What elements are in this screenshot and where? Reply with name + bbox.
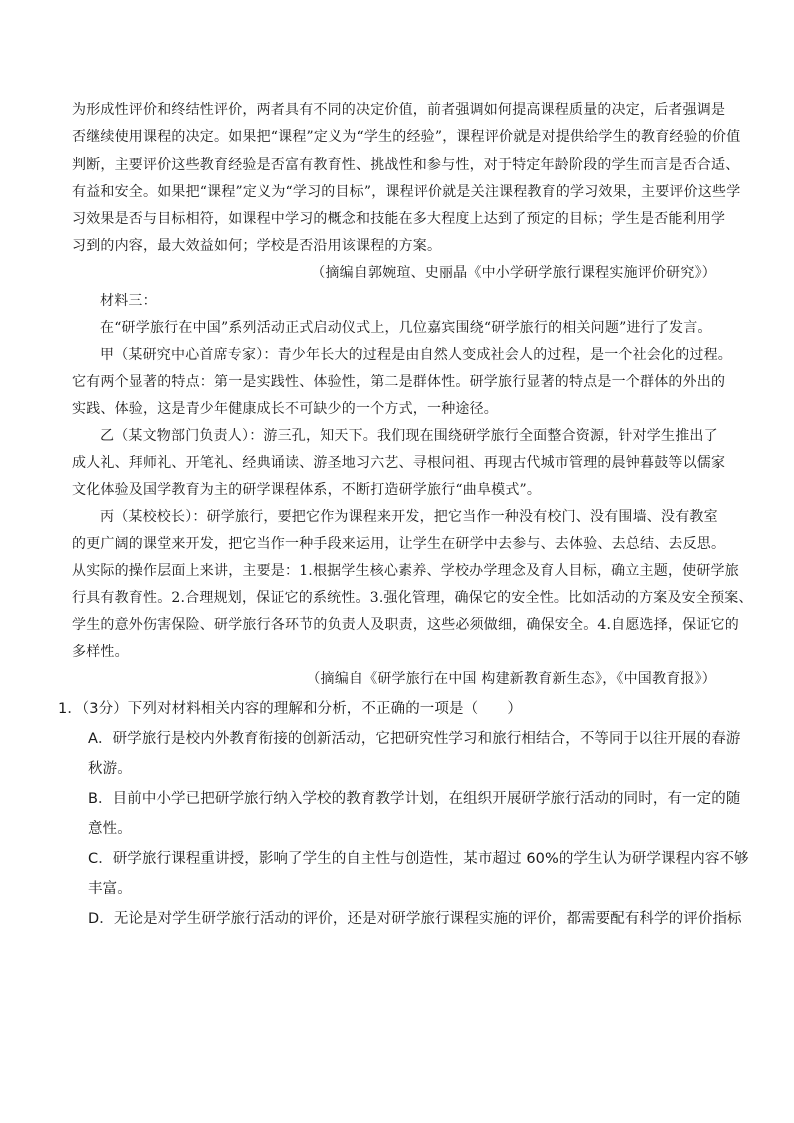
option-b-line1: B．目前中小学已把研学旅行纳入学校的教育教学计划，在组织开展研学旅行活动的同时，有一定的随 [88, 791, 741, 807]
option-a-line2: 秋游。 [88, 761, 132, 777]
paragraph-line: 判断，主要评价这些教育经验是否富有教育性、挑战性和参与性，对于特定年龄阶段的学生而言是否合适、 [72, 157, 740, 173]
paragraph-line: 习到的内容，最大效益如何；学校是否沿用该课程的方案。 [72, 238, 442, 254]
paragraph-line: 文化体验及国学教育为主的研学课程体系，不断打造研学旅行“曲阜模式”。 [72, 482, 542, 498]
paragraph-line: 的更广阔的课堂来开发，把它当作一种手段来运用，让学生在研学中去参与、去体验、去总结、去反思。 [72, 536, 726, 552]
paragraph-line: 学生的意外伤害保险、研学旅行各环节的负责人及职责，这些必须做细，确保安全。4.自愿选择，保证它的 [72, 617, 739, 633]
source-citation: （摘编自郭婉瑄、史丽晶《中小学研学旅行课程实施评价研究》） [311, 265, 716, 281]
paragraph-line: 多样性。 [72, 644, 129, 660]
source-citation: （摘编自《研学旅行在中国 构建新教育新生态》，《中国教育报》） [306, 671, 716, 687]
question-stem: 1．（3分）下列对材料相关内容的理解和分析，不正确的一项是（ ） [58, 701, 522, 717]
option-b-line2: 意性。 [88, 821, 132, 837]
paragraph-line: 从实际的操作层面上来讲，主要是：1.根据学生核心素养、学校办学理念及育人目标，确立主题，使研学旅 [72, 563, 739, 579]
paragraph-line: 它有两个显著的特点：第一是实践性、体验性，第二是群体性。研学旅行显著的特点是一个群体的外出的 [72, 374, 726, 390]
paragraph-line: 甲（某研究中心首席专家）：青少年长大的过程是由自然人变成社会人的过程，是一个社会化的过程。 [100, 347, 732, 363]
paragraph-line: 否继续使用课程的决定。如果把“课程”定义为“学生的经验”，课程评价就是对提供给学生的教育经验的价值 [72, 129, 741, 145]
material-heading: 材料三： [100, 293, 157, 309]
option-d-line1: D．无论是对学生研学旅行活动的评价，还是对研学旅行课程实施的评价，都需要配有科学的评价指标 [88, 911, 742, 927]
paragraph-line: 丙（某校校长）：研学旅行，要把它作为课程来开发，把它当作一种没有校门、没有围墙、没有教室 [100, 509, 718, 525]
paragraph-line: 为形成性评价和终结性评价，两者具有不同的决定价值，前者强调如何提高课程质量的决定，后者强调是 [72, 102, 726, 118]
paragraph-line: 有益和安全。如果把“课程”定义为“学习的目标”，课程评价就是关注课程教育的学习效果，主要评价这些学 [72, 184, 741, 200]
paragraph-line: 乙（某文物部门负责人）：游三孔，知天下。我们现在围绕研学旅行全面整合资源，针对学生推出了 [100, 428, 718, 444]
paragraph-line: 在“研学旅行在中国”系列活动正式启动仪式上，几位嘉宾围绕“研学旅行的相关问题”进行了发言。 [100, 320, 712, 336]
paragraph-line: 行具有教育性。2.合理规划，保证它的系统性。3.强化管理，确保它的安全性。比如活动的方案及安全预案、 [72, 590, 753, 606]
paragraph-line: 习效果是否与目标相符，如课程中学习的概念和技能在多大程度上达到了预定的目标；学生是否能利用学 [72, 211, 726, 227]
option-c-line1: C．研学旅行课程重讲授，影响了学生的自主性与创造性，某市超过 60%的学生认为研学课程内容不够 [88, 851, 749, 867]
paragraph-line: 成人礼、拜师礼、开笔礼、经典诵读、游圣地习六艺、寻根问祖、再现古代城市管理的晨钟暮鼓等以儒家 [72, 455, 726, 471]
option-c-line2: 丰富。 [88, 881, 132, 897]
paragraph-line: 实践、体验，这是青少年健康成长不可缺少的一个方式，一种途径。 [72, 401, 498, 417]
option-a-line1: A．研学旅行是校内外教育衔接的创新活动，它把研究性学习和旅行相结合，不等同于以往开展的春游 [88, 731, 741, 747]
